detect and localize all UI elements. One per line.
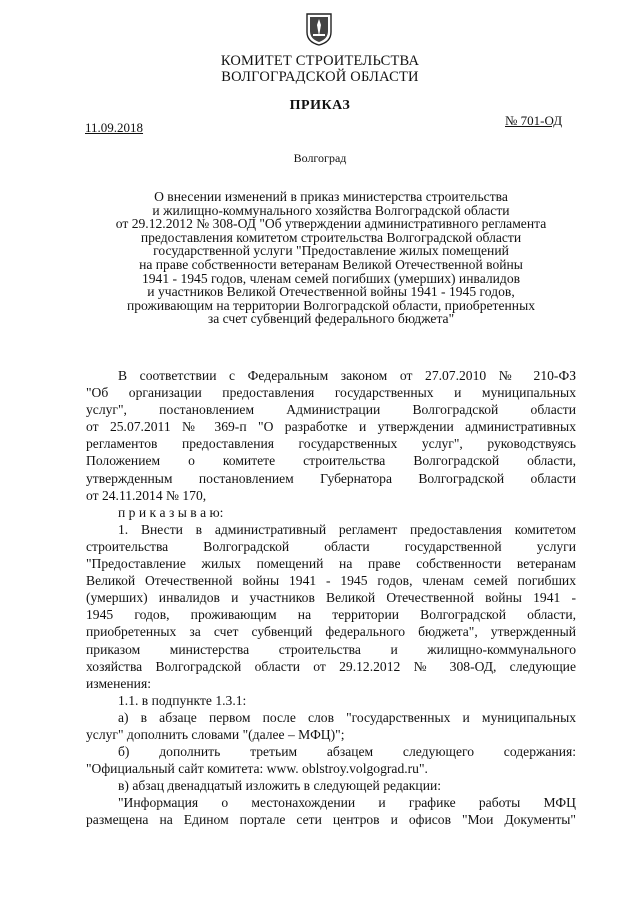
- body-line: размещена на Едином портале сети центров и офисов "Мои Документы": [86, 812, 576, 828]
- body-line: "Официальный сайт комитета: www. oblstroy.volgograd.ru".: [86, 761, 428, 777]
- body-line: 1.1. в подпункте 1.3.1:: [118, 692, 247, 708]
- body-line: услуг" дополнить словами "(далее – МФЦ)";: [86, 726, 345, 742]
- document-subject: [76, 190, 586, 326]
- body-line: "Информация о местонахождении и графике работы МФЦ: [118, 795, 576, 811]
- document-date: 11.09.2018: [85, 120, 144, 135]
- subject-line: на праве собственности ветеранам Великой Отечественной войны: [139, 256, 523, 272]
- subject-line: проживающим на территории Волгоградской области, приобретенных: [126, 297, 536, 313]
- document-city: Волгоград: [293, 151, 347, 165]
- body-line: утвержденным постановлением Губернатора Волгоградской области: [86, 470, 576, 486]
- org-name-line2: ВОЛГОГРАДСКОЙ ОБЛАСТИ: [221, 69, 419, 85]
- subject-line: от 29.12.2012 № 308-ОД "Об утверждении административного регламента: [115, 216, 547, 232]
- order-verb: п р и к а з ы в а ю:: [118, 504, 224, 520]
- subject-line: и жилищно-коммунального хозяйства Волгоградской области: [152, 202, 510, 218]
- body-line: а) в абзаце первом после слов "государственных и муниципальных: [118, 709, 576, 725]
- body-line: приказом министерства строительства и жилищно-коммунального: [86, 641, 576, 657]
- subject-line: предоставления комитетом строительства Волгоградской области: [140, 229, 522, 245]
- document-title: ПРИКАЗ: [289, 98, 351, 113]
- body-line: Великой Отечественной войны 1941 - 1945 годов, членам семей погибших: [86, 573, 576, 589]
- body-line: от 25.07.2011 № 369-п "О разработке и утверждении административных: [86, 419, 576, 435]
- coat-of-arms-icon: [305, 12, 333, 46]
- body-line: 1945 годов, проживающим на территории Волгоградской области,: [86, 607, 576, 623]
- body-line: приобретенных за счет субвенций федерального бюджета", утвержденный: [86, 624, 576, 640]
- org-name-line1: КОМИТЕТ СТРОИТЕЛЬСТВА: [220, 53, 420, 69]
- document-body: [86, 367, 576, 829]
- subject-line: и участников Великой Отечественной войны 1941 - 1945 годов,: [147, 284, 515, 300]
- body-line: изменения:: [86, 675, 151, 691]
- body-line: В соответствии с Федеральным законом от 27.07.2010 № 210-ФЗ: [118, 368, 576, 383]
- subject-line: О внесении изменений в приказ министерства строительства: [154, 189, 508, 204]
- body-line: услуг", постановлением Администрации Волгоградской области: [86, 402, 576, 418]
- subject-line: за счет субвенций федерального бюджета": [207, 311, 455, 327]
- subject-line: 1941 - 1945 годов, членам семей погибших (умерших) инвалидов: [141, 270, 521, 286]
- body-line: от 24.11.2014 № 170,: [86, 487, 207, 503]
- body-line: строительства Волгоградской области государственной услуги: [86, 538, 576, 554]
- body-line: "Предоставление жилых помещений на праве собственности ветеранам: [86, 556, 576, 572]
- body-line: Положением о комитете строительства Волгоградской области,: [86, 453, 576, 469]
- body-line: (умерших) инвалидов и участников Великой Отечественной войны 1941 -: [86, 590, 576, 606]
- body-line: регламентов предоставления государственных услуг", руководствуясь: [86, 436, 576, 452]
- body-line: 1. Внести в административный регламент предоставления комитетом: [118, 521, 576, 537]
- body-line: "Об организации предоставления государственных и муниципальных: [86, 385, 576, 401]
- subject-line: государственной услуги "Предоставление жилых помещений: [153, 243, 509, 259]
- document-number: № 701-ОД: [505, 113, 563, 128]
- body-line: хозяйства Волгоградской области от 29.12.2012 № 308-ОД, следующие: [86, 658, 576, 674]
- body-line: в) абзац двенадцатый изложить в следующей редакции:: [118, 778, 442, 794]
- body-line: б) дополнить третьим абзацем следующего содержания:: [118, 744, 576, 760]
